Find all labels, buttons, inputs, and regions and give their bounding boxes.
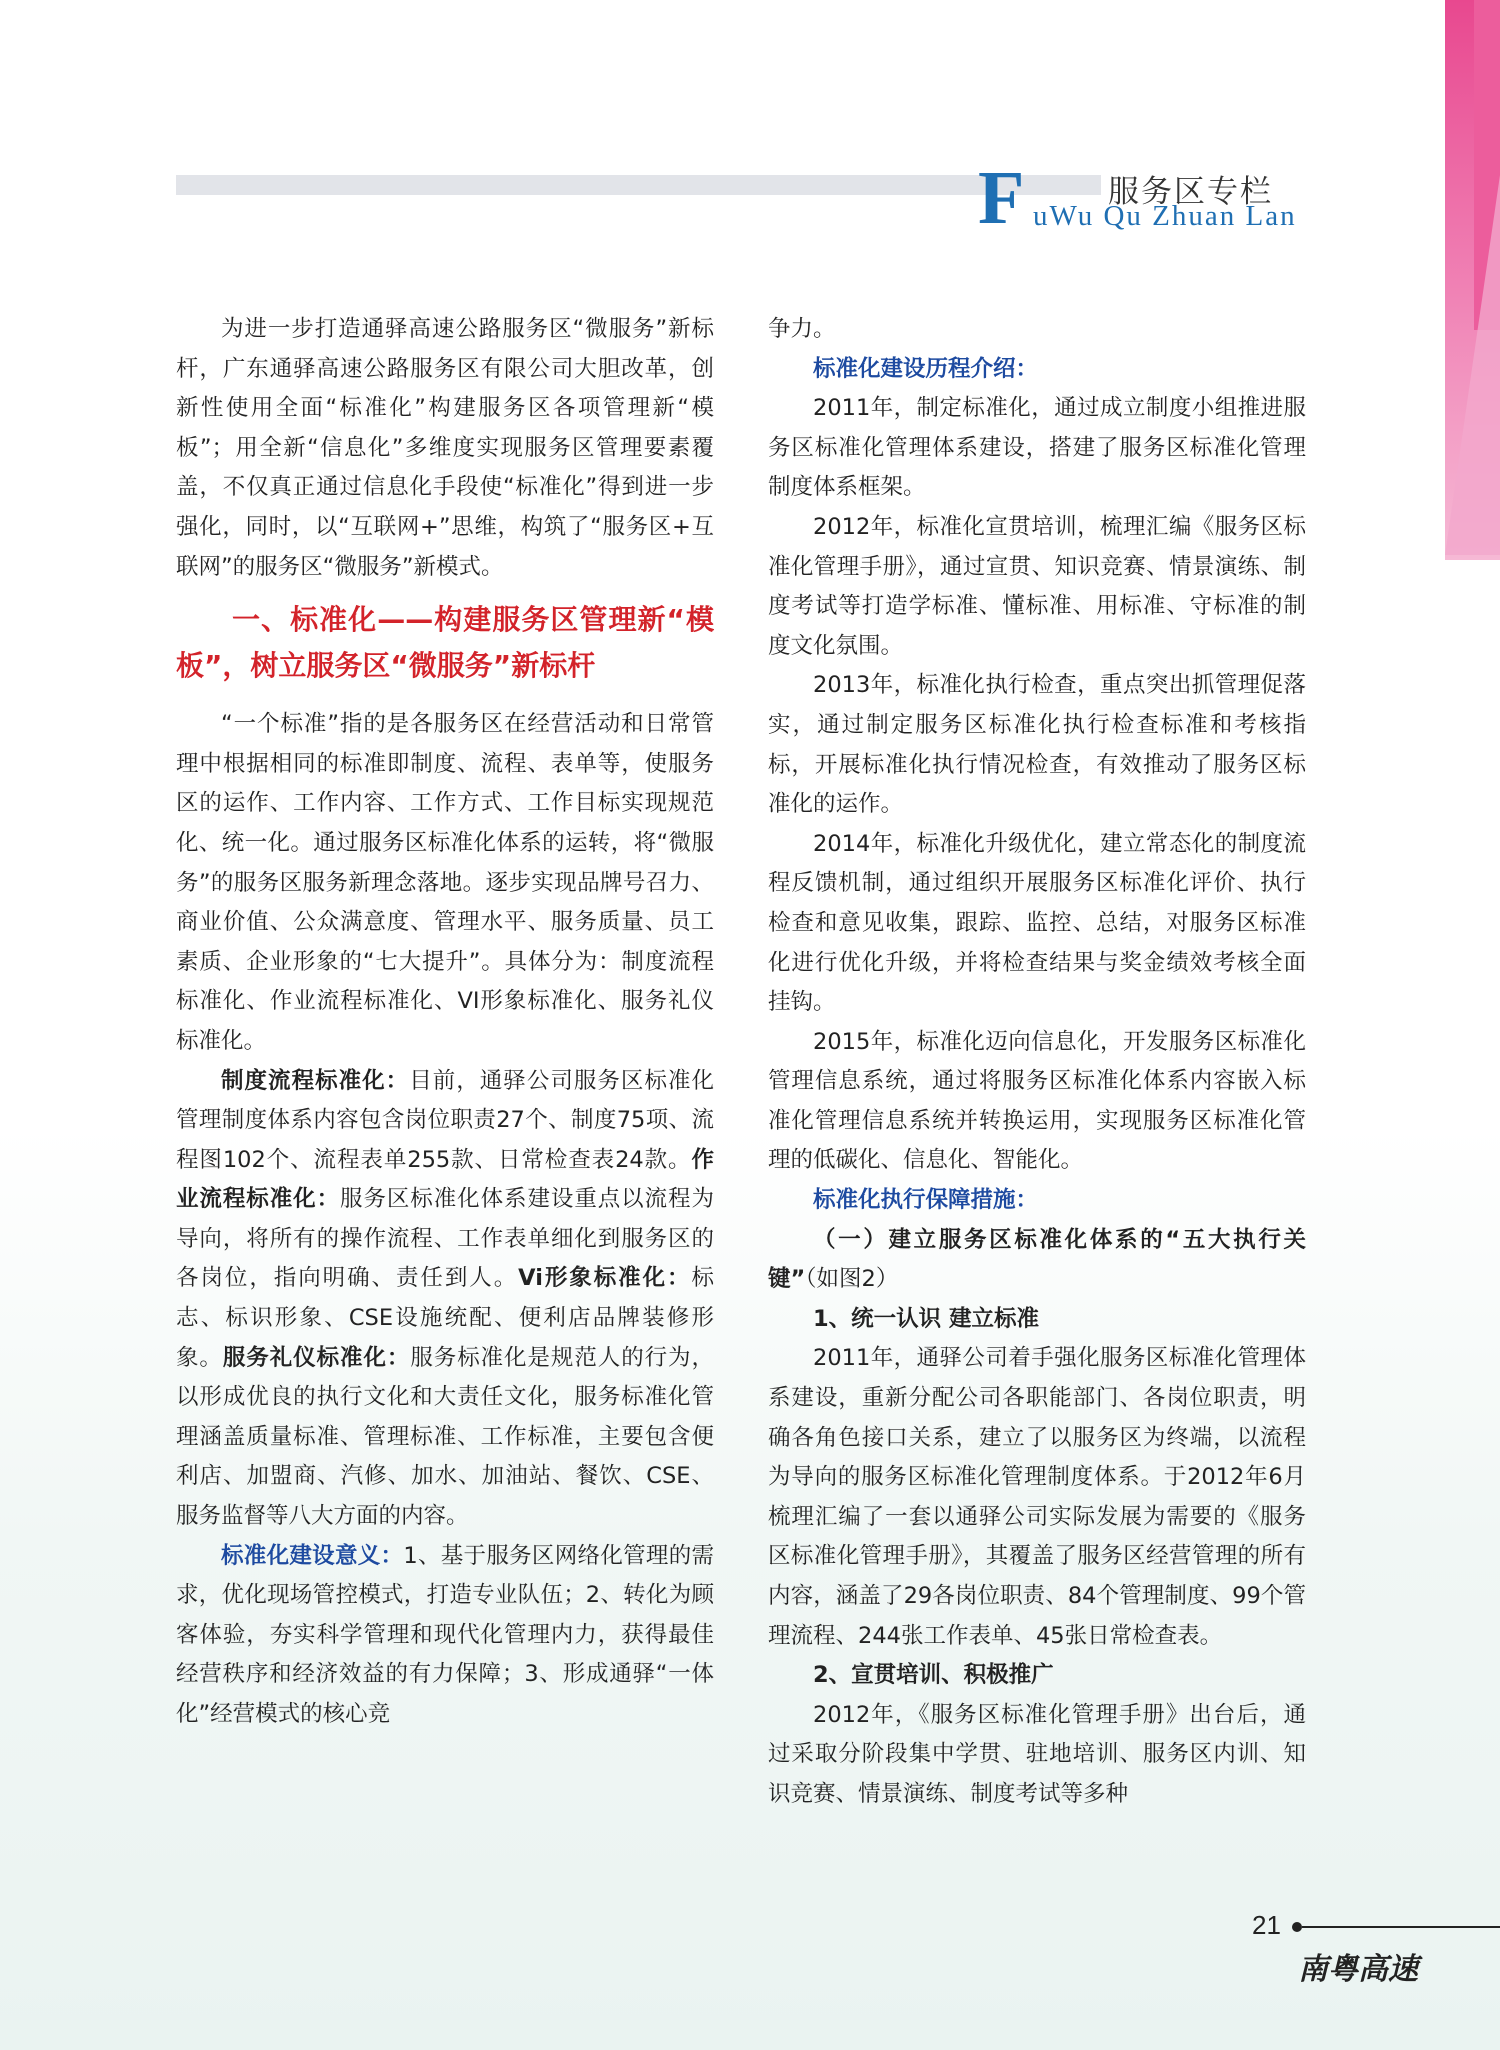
inline-heading: 作业流程标准化：: [176, 1146, 714, 1213]
inline-text: 服务标准化是规范人的行为，以形成优良的执行文化和大责任文化，服务标准化管理涵盖质量标准、管理标准、工作标准，主要包含便利店、加盟商、汽修、加水、加油站、餐饮、CSE、服务监督等八大方面的内容。: [176, 1344, 714, 1530]
step-1-heading: 1、统一认识 建立标准: [813, 1305, 1039, 1332]
header-initial-letter: F: [978, 156, 1025, 240]
history-2012: 2012年，标准化宣贯培训，梳理汇编《服务区标准化管理手册》，通过宣贯、知识竞赛、情景演练、制度考试等打造学标准、懂标准、用标准、守标准的制度文化氛围。: [768, 513, 1306, 659]
significance-paragraph: [176, 1537, 714, 1735]
left-column: [176, 310, 714, 1735]
inline-subheading: 标准化建设意义：: [221, 1542, 404, 1569]
inline-text: 服务区标准化体系建设重点以流程为导向，将所有的操作流程、工作表单细化到服务区的各岗位，指向明确、责任到人。: [176, 1186, 714, 1292]
subheading-history: 标准化建设历程介绍：: [813, 355, 1039, 382]
intro-paragraph: 为进一步打造通驿高速公路服务区“微服务”新标杆，广东通驿高速公路服务区有限公司大胆改革，创新性使用全面“标准化”构建服务区各项管理新“模板”；用全新“信息化”多维度实现服务区管理要素覆盖，不仅真正通过信息化手段使“标准化”得到进一步强化，同时，以“互联网+”思维，构筑了“服务区+互联网”的服务区“微服务”新模式。: [176, 316, 714, 580]
step-2-heading: 2、宣贯培训、积极推广: [813, 1662, 1054, 1689]
inline-heading: Vi形象标准化：: [518, 1265, 692, 1292]
brand-logo: 南粤高速: [1298, 1952, 1418, 1987]
inline-heading: 制度流程标准化：: [221, 1067, 410, 1094]
history-2013: 2013年，标准化执行检查，重点突出抓管理促落实，通过制定服务区标准化执行检查标准和考核指标，开展标准化执行情况检查，有效推动了服务区标准化的运作。: [768, 672, 1306, 818]
header-bar: [176, 175, 1101, 195]
inline-text: 目前，通驿公司服务区标准化管理制度体系内容包含岗位职责27个、制度75项、流程图102个、流程表单255款、日常检查表24款。: [176, 1067, 714, 1173]
standardization-details-paragraph: [176, 1062, 714, 1537]
step-1-paragraph: 2011年，通驿公司着手强化服务区标准化管理体系建设，重新分配公司各职能部门、各岗位职责，明确各角色接口关系，建立了以服务区为终端，以流程为导向的服务区标准化管理制度体系。于2012年6月梳理汇编了一套以通驿公司实际发展为需要的《服务区标准化管理手册》，其覆盖了服务区经营管理的所有内容，涵盖了29各岗位职责、84个管理制度、99个管理流程、244张工作表单、45张日常检查表。: [768, 1345, 1306, 1649]
pink-decoration-triangle: [1445, 175, 1500, 555]
five-keys-heading: [768, 1221, 1306, 1300]
footer-dot: [1292, 1922, 1302, 1932]
right-column: [768, 310, 1306, 1815]
page-number: 21: [1252, 1910, 1281, 1940]
inline-text: 1、基于服务区网络化管理的需求，优化现场管控模式，打造专业队伍；2、转化为顾客体验，夯实科学管理和现代化管理内力，获得最佳经营秩序和经济效益的有力保障；3、形成通驿“一体化”经营模式的核心竞: [176, 1542, 714, 1727]
figure-reference: （如图2）: [805, 1266, 899, 1293]
subheading-measures: 标准化执行保障措施：: [813, 1187, 1039, 1214]
body-paragraph: “一个标准”指的是各服务区在经营活动和日常管理中根据相同的标准即制度、流程、表单等，使服务区的运作、工作内容、工作方式、工作目标实现规范化、统一化。通过服务区标准化体系的运转，将“微服务”的服务区服务新理念落地。逐步实现品牌号召力、商业价值、公众满意度、管理水平、服务质量、员工素质、企业形象的“七大提升”。具体分为：制度流程标准化、作业流程标准化、VI形象标准化、服务礼仪标准化。: [176, 711, 714, 1054]
inline-heading: 服务礼仪标准化：: [222, 1344, 411, 1371]
history-2014: 2014年，标准化升级优化，建立常态化的制度流程反馈机制，通过组织开展服务区标准化评价、执行检查和意见收集，跟踪、监控、总结，对服务区标准化进行优化升级，并将检查结果与奖金绩效考核全面挂钩。: [768, 830, 1306, 1016]
section-heading: 一、标准化——构建服务区管理新“模板”，树立服务区“微服务”新标杆: [176, 603, 714, 683]
inline-heading: （一）建立服务区标准化体系的“五大执行关键”: [768, 1226, 1306, 1293]
footer-rule: [1302, 1926, 1500, 1928]
history-2011: 2011年，制定标准化，通过成立制度小组推进服务区标准化管理体系建设，搭建了服务区标准化管理制度体系框架。: [768, 395, 1306, 501]
continuation-text: 争力。: [768, 316, 836, 342]
step-2-paragraph: 2012年，《服务区标准化管理手册》出台后，通过采取分阶段集中学贯、驻地培训、服务区内训、知识竞赛、情景演练、制度考试等多种: [768, 1701, 1306, 1807]
history-2015: 2015年，标准化迈向信息化，开发服务区标准化管理信息系统，通过将服务区标准化体系内容嵌入标准化管理信息系统并转换运用，实现服务区标准化管理的低碳化、信息化、智能化。: [768, 1028, 1306, 1174]
column-title-en: uWu Qu Zhuan Lan: [1033, 200, 1297, 232]
column-title-cn: 服务区专栏: [1108, 174, 1273, 210]
inline-text: 标志、标识形象、CSE设施统配、便利店品牌装修形象。: [176, 1265, 714, 1371]
